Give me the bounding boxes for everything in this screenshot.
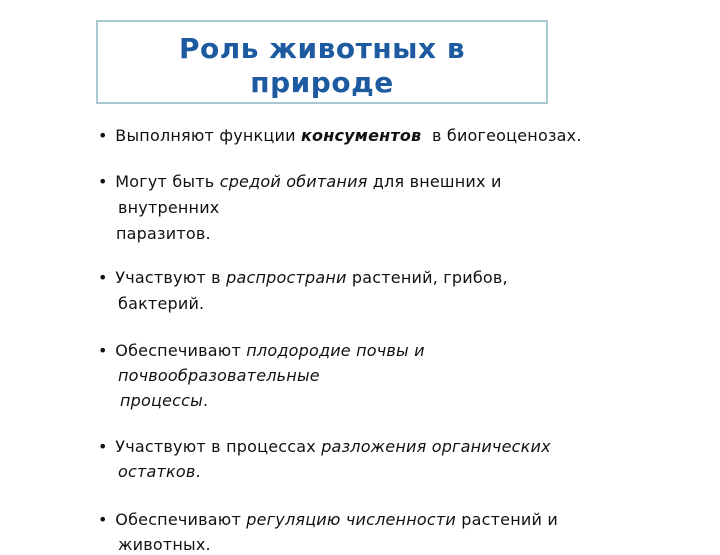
bullet-line — [118, 462, 201, 482]
bullet-line — [118, 535, 211, 555]
bullet-line — [110, 437, 551, 457]
bullet-text-segment: Обеспечивают — [110, 341, 247, 360]
bullet-line — [110, 341, 425, 361]
bullet-line — [116, 224, 211, 244]
bullet-marker: • — [98, 172, 108, 191]
bullet-text-segment: внутренних — [118, 198, 220, 217]
bullet-line — [110, 510, 558, 530]
bullet-text-segment: почвообразовательные — [118, 366, 320, 385]
bullet-line — [110, 126, 582, 146]
bullet-line — [118, 366, 320, 386]
bullet-text-segment: растений, грибов, — [346, 268, 508, 287]
bullet-text-segment: Выполняют функции — [110, 126, 301, 145]
bullet-line — [110, 172, 502, 192]
bullet-marker: • — [98, 268, 108, 287]
bullet-text-segment: процессы — [120, 391, 203, 410]
bullet-text-segment: разложения органических — [321, 437, 551, 456]
bullet-line — [118, 294, 204, 314]
bullet-text-segment: Могут быть — [110, 172, 220, 191]
slide-title-line-1: Роль животных в — [178, 32, 466, 65]
bullet-text-segment: распространи — [226, 268, 347, 287]
bullet-line — [118, 198, 219, 218]
bullet-marker: • — [98, 510, 108, 529]
bullet-text-segment: растений и — [455, 510, 558, 529]
bullet-text-segment: остатков — [118, 462, 196, 481]
bullet-text-segment: паразитов. — [116, 224, 211, 243]
bullet-text-segment: регуляцию численности — [246, 510, 456, 529]
bullet-text-segment: . — [202, 391, 209, 410]
bullet-text-segment: животных. — [118, 535, 211, 554]
slide-title-box — [96, 20, 548, 104]
bullet-text-segment: средой обитания — [219, 172, 368, 191]
bullet-line — [120, 391, 208, 411]
bullet-text-segment: Обеспечивают — [110, 510, 247, 529]
bullet-marker: • — [98, 437, 108, 456]
bullet-text-segment: Участвуют в — [110, 268, 227, 287]
bullet-line — [110, 268, 508, 288]
bullet-text-segment: бактерий. — [118, 294, 205, 313]
bullet-text-segment: . — [195, 462, 201, 481]
bullet-marker: • — [98, 126, 108, 145]
bullet-text-segment: плодородие почвы и — [246, 341, 425, 360]
bullet-text-segment: в биогеоценозах. — [421, 126, 582, 145]
bullet-text-segment: консументов — [300, 126, 422, 145]
bullet-text-segment: Участвуют в процессах — [110, 437, 322, 456]
bullet-text-segment: для внешних и — [367, 172, 502, 191]
slide-title-line-2: природе — [250, 66, 394, 99]
bullet-marker: • — [98, 341, 108, 360]
